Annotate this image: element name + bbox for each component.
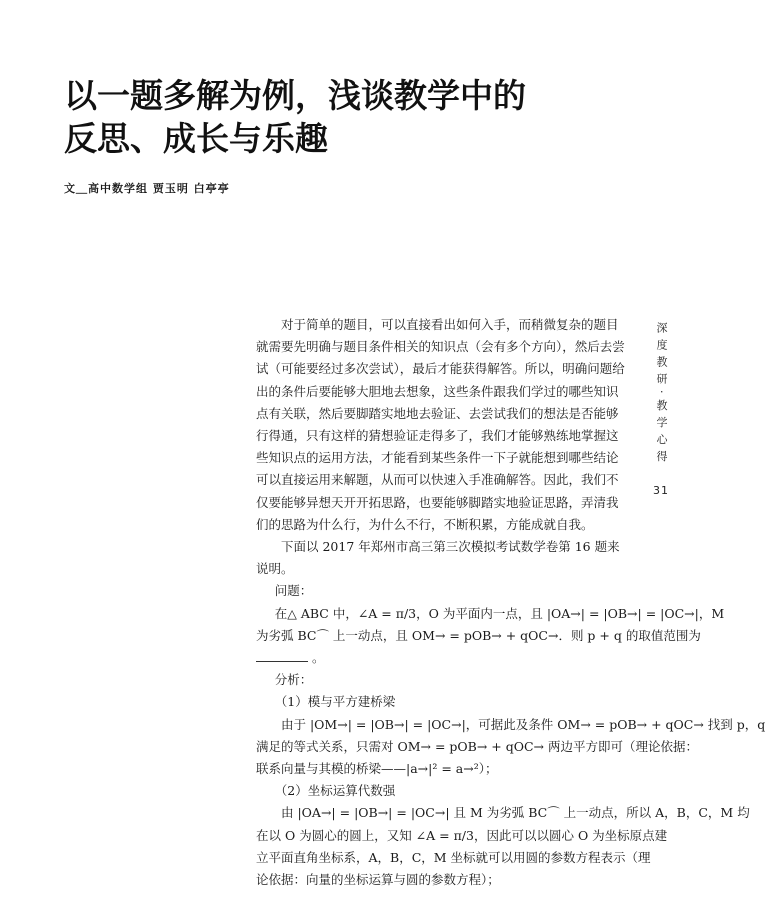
problem-line-2: 为劣弧 BC⌒ 上一动点，且 OM→ = pOB→ + qOC→．则 p + q 的取值范围为 — [256, 627, 701, 643]
method2-line-1: 由 |OA→| = |OB→| = |OC→| 且 M 为劣弧 BC⌒ 上一动点，所以 A，B，C，M 均 — [281, 805, 750, 821]
article-title — [64, 74, 624, 160]
column-label: 深度教研·教学心得 — [655, 322, 668, 468]
method1-heading: （1）模与平方建桥梁 — [274, 694, 396, 710]
problem-line-3 — [256, 647, 626, 669]
method2-line-2: 在以 O 为圆心的圆上，又知 ∠A = π/3，因此可以以圆心 O 为坐标原点建 — [256, 827, 668, 843]
running-sidebar — [650, 322, 672, 497]
method2-line-3: 立平面直角坐标系，A，B，C，M 坐标就可以用圆的参数方程表示（理 — [256, 849, 651, 865]
problem-label: 问题： — [274, 583, 313, 599]
method1-line-3: 联系向量与其模的桥梁——|a→|² = a→²）； — [256, 761, 498, 777]
method1-line-2: 满足的等式关系，只需对 OM→ = pOB→ + qOC→ 两边平方即可（理论依据： — [256, 738, 699, 754]
page-number: 31 — [653, 483, 669, 497]
answer-blank — [256, 649, 308, 662]
intro-paragraph-1: 对于简单的题目，可以直接看出如何入手，而稍微复杂的题目就需要先明确与题目条件相关的知识点（会有多个方向），然后去尝试（可能要经过多次尝试），最后才能获得解答。所以，明确问题给出的条件后要能够大胆地去想象，这些条件跟我们学过的哪些知识点有关联，然后要脚踏实地地去验证、去尝试我们的想法是否能够行得通，只有这样的猜想验证走得多了，我们才能够熟练地掌握这些知识点的运用方法，才能看到某些条件一下子就能想到哪些结论可以直接运用来解题，从而可以快速入手准确解答。因此，我们不仅要能够异想天开开拓思路，也要能够脚踏实地验证思路，弄清我们的思路为什么行，为什么不行，不断积累，方能成就自我。 — [256, 317, 625, 532]
title-line-1: 以一题多解为例，浅谈教学中的 — [64, 76, 526, 115]
method1-line-1: 由于 |OM→| = |OB→| = |OC→|，可据此及条件 OM→ = pOB→ + qOC→ 找到 p，q — [281, 716, 765, 732]
title-line-2: 反思、成长与乐趣 — [64, 119, 328, 158]
analysis-label: 分析： — [274, 672, 313, 688]
method2-heading: （2）坐标运算代数强 — [274, 783, 396, 799]
intro-paragraph-2: 下面以 2017 年郑州市高三第三次模拟考试数学卷第 16 题来说明。 — [256, 539, 620, 577]
problem-line-3-end: 。 — [312, 650, 325, 666]
method2-line-4: 论依据：向量的坐标运算与圆的参数方程）； — [256, 872, 500, 888]
problem-line-1: 在△ ABC 中，∠A = π/3，O 为平面内一点，且 |OA→| = |OB→| = |OC→|，M — [274, 605, 725, 621]
author-byline: 文＿高中数学组 贾玉明 白亭亭 — [64, 182, 230, 195]
